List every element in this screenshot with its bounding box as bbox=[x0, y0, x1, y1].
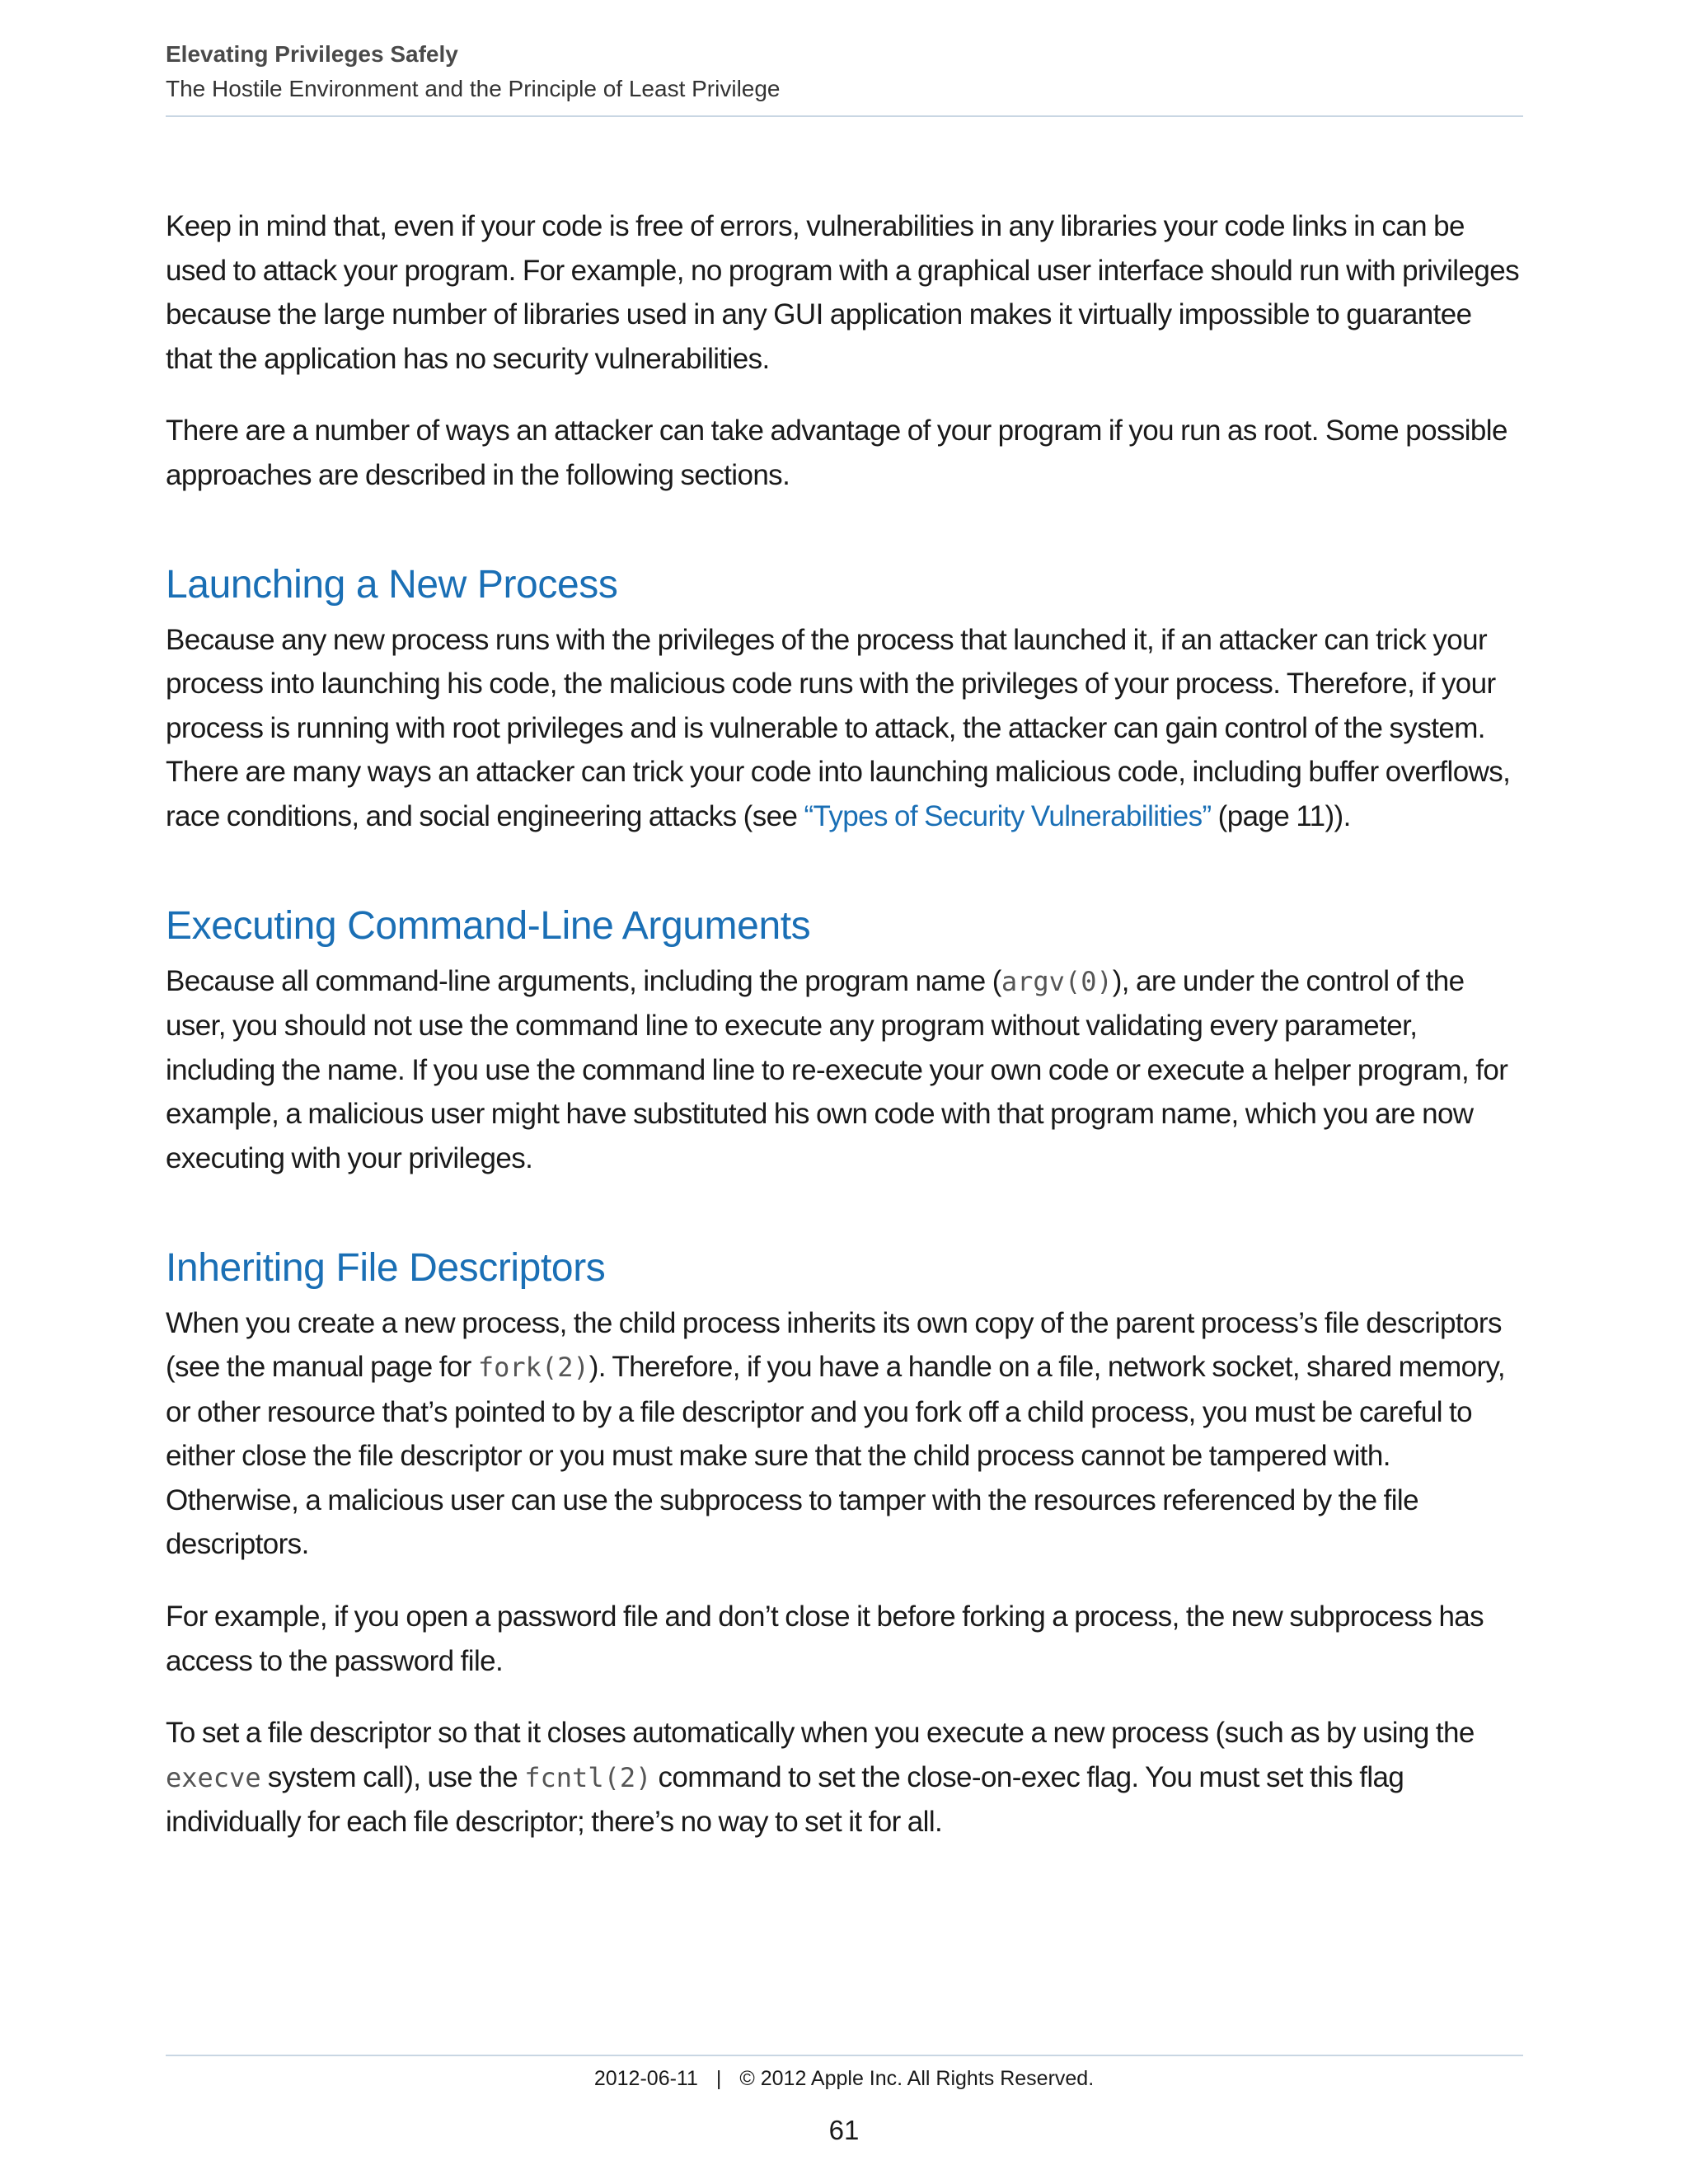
inheriting-heading: Inheriting File Descriptors bbox=[166, 1245, 606, 1290]
footer-separator: | bbox=[715, 2067, 722, 2090]
page-footer bbox=[0, 2067, 1688, 2091]
header-section-title: The Hostile Environment and the Principle of Least Privilege bbox=[166, 76, 781, 101]
intro-paragraph-2: There are a number of ways an attacker can take advantage of your program if you run as root. Some possible approaches are described in the following sections. bbox=[166, 415, 1507, 491]
inheriting-paragraph-1 bbox=[166, 1301, 1523, 1568]
page-header bbox=[166, 38, 1523, 117]
argv-code: argv(0) bbox=[1001, 965, 1113, 997]
fork-code: fork(2) bbox=[477, 1352, 589, 1384]
inheriting-paragraph-3 bbox=[166, 1711, 1523, 1844]
footer-copyright: © 2012 Apple Inc. All Rights Reserved. bbox=[739, 2067, 1095, 2090]
footer-date: 2012-06-11 bbox=[593, 2067, 698, 2090]
inheriting-text: When you create a new process, the child process inherits its own copy of the parent process’s file descriptors (see the manual page for bbox=[166, 1306, 1502, 1384]
executing-text-end: ), are under the control of the user, you should not use the command line to execute any program without validating every parameter, including the name. If you use the command line to re-execute your own code or execute a helper program, for example, a malicious user might have substituted his own code with that program name, which you are now executing with your privileges. bbox=[166, 964, 1508, 1174]
vulnerabilities-link[interactable]: “Types of Security Vulnerabilities” bbox=[804, 799, 1212, 832]
intro-paragraph-1: Keep in mind that, even if your code is free of errors, vulnerabilities in any libraries your code links in can be used to attack your program. For example, no program with a graphical user interface should run with privileges because the large number of libraries used in any GUI application makes it virtually impossible to guarantee that the application has no security vulnerabilities. bbox=[166, 210, 1519, 375]
inheriting-p3-end: command to set the close-on-exec flag. You must set this flag individually for each file descriptor; there’s no way to set it for all. bbox=[166, 1760, 1404, 1839]
executing-paragraph bbox=[166, 959, 1523, 1181]
execve-code: execve bbox=[166, 1761, 261, 1793]
launching-paragraph bbox=[166, 618, 1523, 839]
executing-text: Because all command-line arguments, including the program name ( bbox=[166, 964, 1001, 997]
inheriting-paragraph-2: For example, if you open a password file and don’t close it before forking a process, the new subprocess has access to the password file. bbox=[166, 1601, 1484, 1677]
launching-text: Because any new process runs with the privileges of the process that launched it, if an attacker can trick your process into launching his code, the malicious code runs with the privileges of your process. Therefore, if your process is running with root privileges and is vulnerable to attack, the attacker can gain control of the system. There are many ways an attacker can trick your code into launching malicious code, including buffer overflows, race conditions, and social engineering attacks (see bbox=[166, 623, 1511, 832]
header-chapter-title: Elevating Privileges Safely bbox=[166, 41, 458, 67]
inheriting-p3-between: system call), use the bbox=[260, 1760, 525, 1793]
page-content bbox=[166, 204, 1523, 1872]
footer-divider bbox=[166, 2055, 1523, 2056]
executing-heading: Executing Command-Line Arguments bbox=[166, 903, 811, 948]
fcntl-code: fcntl(2) bbox=[524, 1761, 652, 1793]
inheriting-text-end: ). Therefore, if you have a handle on a file, network socket, shared memory, or other resource that’s pointed to by a file descriptor and you fork off a child process, you must be careful to either close the file descriptor or you must make sure that the child process cannot be tampered with. Otherwise, a malicious user can use the subprocess to tamper with the resources referenced by the file descriptors. bbox=[166, 1351, 1505, 1561]
inheriting-p3-text: To set a file descriptor so that it closes automatically when you execute a new process (such as by using the bbox=[166, 1717, 1475, 1750]
launching-heading: Launching a New Process bbox=[166, 562, 618, 607]
launching-text-end: (page 11)). bbox=[1211, 799, 1351, 832]
page-number: 61 bbox=[828, 2115, 860, 2145]
